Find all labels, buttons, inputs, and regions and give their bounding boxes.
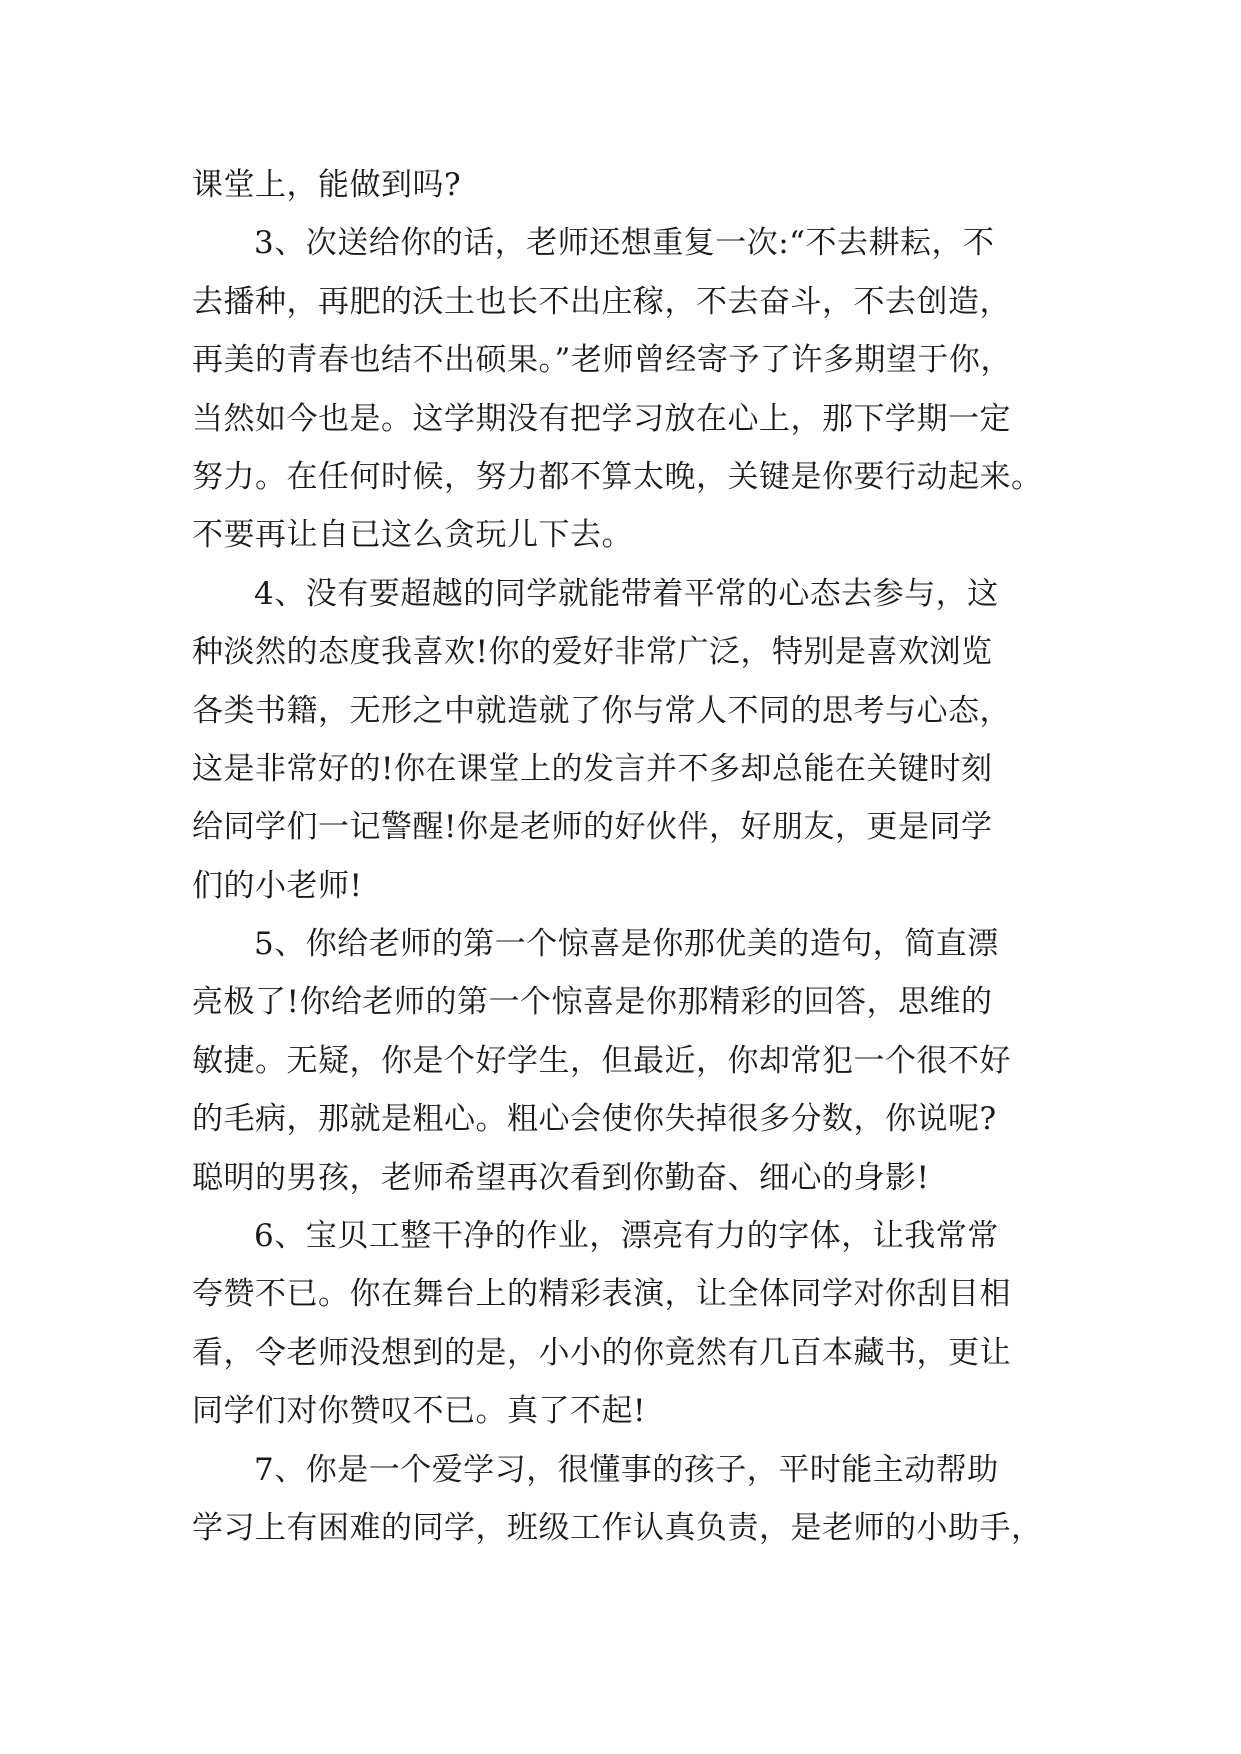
text-line: 各类书籍，无形之中就造就了你与常人不同的思考与心态， xyxy=(192,692,1011,729)
text-line: 给同学们一记警醒!你是老师的好伙伴，好朋友，更是同学 xyxy=(192,809,993,846)
text-line: 学习上有困难的同学，班级工作认真负责，是老师的小助手， xyxy=(192,1509,1043,1546)
text-line: 课堂上，能做到吗? xyxy=(192,167,462,203)
text-line: 再美的青春也结不出硕果。”老师曾经寄予了许多期望于你， xyxy=(192,342,1012,379)
paragraph-first-line: 6、宝贝工整干净的作业，漂亮有力的字体，让我常常 xyxy=(254,1218,999,1255)
text-line: 同学们对你赞叹不已。真了不起! xyxy=(192,1393,646,1430)
text-line: 聪明的男孩，老师希望再次看到你勤奋、细心的身影! xyxy=(192,1159,930,1196)
text-line: 去播种，再肥的沃土也长不出庄稼，不去奋斗，不去创造， xyxy=(192,283,1011,320)
text-line: 夸赞不已。你在舞台上的精彩表演，让全体同学对你刮目相 xyxy=(192,1276,1011,1313)
text-line: 们的小老师! xyxy=(192,867,363,904)
text-line: 努力。在任何时候，努力都不算太晚，关键是你要行动起来。 xyxy=(192,458,1043,495)
text-line: 敏捷。无疑，你是个好学生，但最近，你却常犯一个很不好 xyxy=(192,1042,1011,1079)
text-line: 这是非常好的!你在课堂上的发言并不多却总能在关键时刻 xyxy=(192,750,993,787)
text-line: 亮极了!你给老师的第一个惊喜是你那精彩的回答，思维的 xyxy=(192,984,993,1021)
paragraph-first-line: 7、你是一个爱学习，很懂事的孩子，平时能主动帮助 xyxy=(254,1451,999,1488)
text-line: 种淡然的态度我喜欢!你的爱好非常广泛，特别是喜欢浏览 xyxy=(192,634,993,671)
text-line: 看，令老师没想到的是，小小的你竟然有几百本藏书，更让 xyxy=(192,1334,1011,1371)
text-line: 当然如今也是。这学期没有把学习放在心上，那下学期一定 xyxy=(192,400,1011,437)
paragraph-first-line: 4、没有要超越的同学就能带着平常的心态去参与，这 xyxy=(254,575,999,612)
text-line: 的毛病，那就是粗心。粗心会使你失掉很多分数，你说呢? xyxy=(192,1101,997,1138)
paragraph-first-line: 3、次送给你的话，老师还想重复一次:“不去耕耘，不 xyxy=(254,225,995,262)
document-body xyxy=(192,156,1062,1557)
text-line: 不要再让自已这么贪玩儿下去。 xyxy=(192,517,633,554)
paragraph-first-line: 5、你给老师的第一个惊喜是你那优美的造句，简直漂 xyxy=(254,926,999,963)
